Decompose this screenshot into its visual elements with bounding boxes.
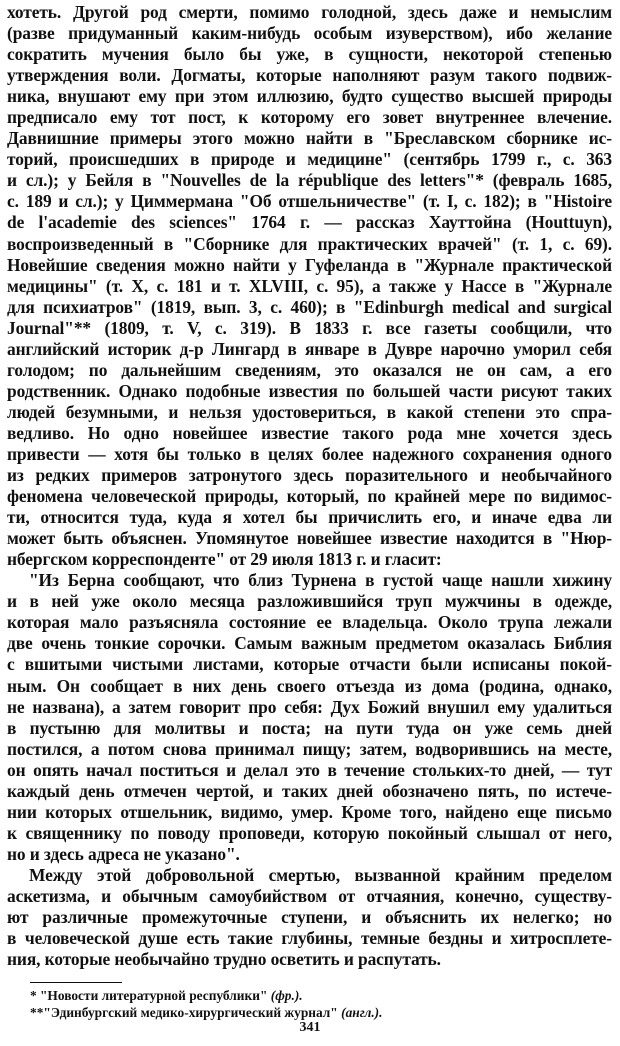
text-line: он опять начал поститься и делал это в течение стольких-то дней, — тут: [7, 759, 612, 780]
text-line: может быть объяснен. Упомянутое новейшее известие находится в "Нюр-: [7, 528, 612, 549]
text-line: хотеть. Другой род смерти, помимо голодной, здесь даже и немыслим: [7, 2, 612, 22]
body-text: [7, 2, 612, 970]
footnote-separator: [30, 982, 122, 983]
text-line: "Из Берна сообщают, что близ Турнена в густой чаще нашли хижину: [29, 570, 612, 591]
text-line: две очень тонкие сорочки. Самым важным предметом оказалась Библия: [7, 633, 612, 654]
text-line: ника, внушают ему при этом иллюзию, будто существо высшей природы: [7, 86, 612, 107]
text-line: к священнику по поводу проповеди, которую покойный слышал от него,: [7, 822, 612, 843]
text-line: (разве придуманный каким-нибудь особым изуверством), ибо желание: [7, 23, 612, 44]
text-line: людей безумными, и нельзя удостовериться, в какой степени это спра-: [7, 401, 612, 422]
footnote: [7, 987, 612, 1004]
text-line: для психиатров" (1819, вып. 3, с. 460); в "Edinburgh medical and surgical: [7, 296, 612, 317]
text-line: но и здесь адреса не указано".: [7, 843, 240, 864]
text-line: ведливо. Но одно новейшее известие такого рода мне хочется здесь: [7, 422, 612, 443]
text-line: с вшитыми чистыми листами, которые отчасти были исписаны покой-: [7, 654, 612, 675]
text-line: которая мало разъясняла состояние ее владельца. Около трупа лежали: [7, 612, 612, 633]
text-line: постился, а потом снова принимал пищу; затем, водворившись на месте,: [7, 738, 612, 759]
text-line: привести — хотя бы только в целях более надежного сохранения одного: [7, 443, 612, 464]
footnote-mark: **: [30, 1005, 44, 1021]
text-line: ют различные промежуточные ступени, и объяснить их нелегко; но: [7, 907, 612, 928]
footnote-language-tag: (англ.).: [341, 1005, 383, 1021]
page-number: 341: [299, 1020, 321, 1035]
text-line: ния, которые необычайно трудно осветить и распутать.: [7, 949, 441, 970]
text-line: и сл.); у Бейля в "Nouvelles de la république des letters"* (февраль 1685,: [7, 170, 612, 191]
text-line: в пустыню для молитвы и поста; на пути туда он уже семь дней: [7, 717, 612, 738]
text-line: нии которых отшельник, видимо, умер. Кроме того, найдено еще письмо: [7, 801, 612, 822]
text-line: медицины" (т. X, с. 181 и т. XLVIII, с. 95), а также у Нассе в "Журнале: [7, 275, 612, 296]
text-line: в человеческой душе есть такие глубины, темные бездны и хитросплете-: [7, 928, 612, 949]
text-line: не названа), а затем говорит про себя: Дух Божий внушил ему удалиться: [7, 696, 612, 717]
text-line: Между этой добровольной смертью, вызванной крайним пределом: [29, 864, 612, 885]
text-line: с. 189 и сл.); у Циммермана "Об отшельничестве" (т. I, с. 182); в "Histoire: [7, 191, 612, 212]
text-line: сократить мучения было бы уже, в сущности, некоторой степенью: [7, 44, 612, 65]
text-line: феномена человеческой природы, который, по крайней мере по видимос-: [7, 486, 612, 507]
text-line: Новейшие сведения можно найти у Гуфеланда в "Журнале практической: [7, 254, 612, 275]
footnotes: [7, 987, 612, 1021]
text-line: предписало ему тот пост, к которому его зовет внутреннее влечение.: [7, 107, 612, 128]
text-line: и в ней уже около месяца разложившийся труп мужчины в одежде,: [7, 591, 612, 612]
text-line: каждый день отмечен чертой, и таких дней обозначено пять, по истече-: [7, 780, 612, 801]
text-line: аскетизма, и обычным самоубийством от отчаяния, конечно, существу-: [7, 885, 612, 906]
text-line: Journal"** (1809, т. V, с. 319). В 1833 г. все газеты сообщили, что: [7, 317, 612, 338]
footnote-language-tag: (фр.).: [270, 988, 303, 1004]
text-line: утверждения воли. Догматы, которые наполняют разум такого подвиж-: [7, 65, 612, 86]
text-line: голодом; по дальнейшим сведениям, это оказался не он сам, а его: [7, 359, 612, 380]
text-line: ти, относится туда, куда я хотел бы причислить его, и иначе едва ли: [7, 507, 612, 528]
text-line: ным. Он сообщает в них день своего отъезда из дома (родина, однако,: [7, 675, 612, 696]
text-line: английский историк д-р Лингард в январе в Дувре нарочно уморил себя: [7, 338, 612, 359]
text-line: воспроизведенный в "Сборнике для практических врачей" (т. 1, с. 69).: [7, 233, 612, 254]
text-line: de l'academie des sciences" 1764 г. — рассказ Хауттойна (Houttuyn),: [7, 212, 612, 233]
text-line: нбергском корреспонденте" от 29 июля 1813 г. и гласит:: [7, 549, 442, 570]
text-line: торий, происшедших в природе и медицине" (сентябрь 1799 г., с. 363: [7, 149, 612, 170]
footnote-text: "Эдинбургский медико-хирургический журнал": [43, 1005, 338, 1021]
footnote: [7, 1004, 612, 1021]
text-line: родственник. Однако подобные известия по большей части рисуют таких: [7, 380, 612, 401]
text-line: из редких примеров затронутого здесь поразительного и необычайного: [7, 465, 612, 486]
footnote-text: "Новости литературной республики": [40, 988, 268, 1004]
text-line: Давнишние примеры этого можно найти в "Бреславском сборнике ис-: [7, 128, 612, 149]
footnote-mark: *: [30, 988, 37, 1004]
